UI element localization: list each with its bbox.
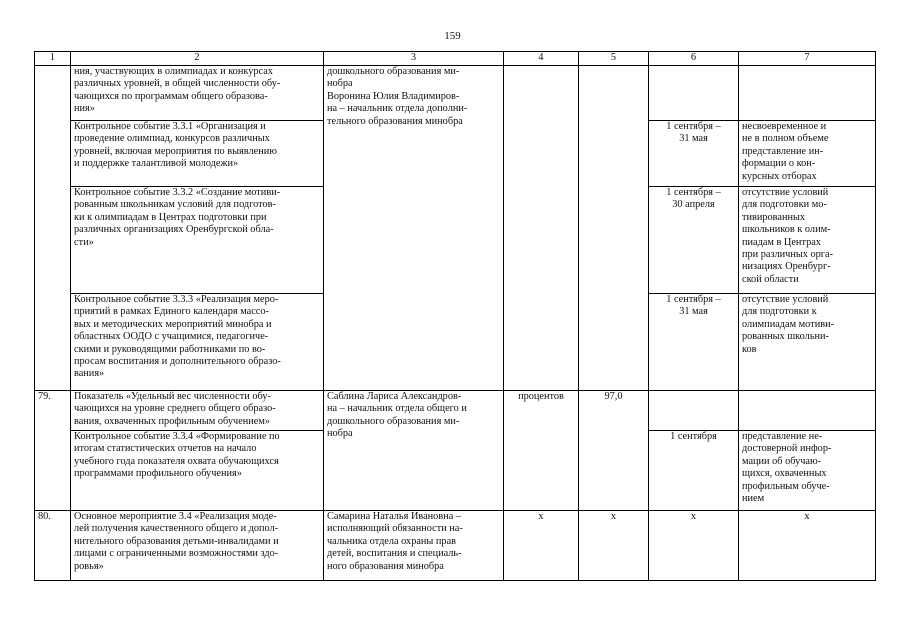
risk-cell: несвоевременное и не в полном объеме представление ин- формации о кон- курсных отборах: [739, 121, 876, 187]
risk-cell: отсутствие условий для подготовки к олимпиадам мотиви- рованных школьни- ков: [739, 294, 876, 391]
deadline-cell: [649, 66, 739, 121]
deadline-cell: 1 сентября – 30 апреля: [649, 187, 739, 294]
deadline-cell: 1 сентября – 31 мая: [649, 121, 739, 187]
row-number-cell: [35, 66, 71, 391]
responsible-cell: Саблина Лариса Александров- на – начальник отдела общего и дошкольного образования ми- нобра: [324, 391, 504, 511]
table-row: [35, 511, 876, 581]
risk-cell: представление не- достоверной инфор- мации об обучаю- щихся, охваченных профильным обуче- нием: [739, 431, 876, 511]
header-cell: 2: [71, 52, 324, 66]
header-cell: 1: [35, 52, 71, 66]
deadline-cell: 1 сентября: [649, 431, 739, 511]
description-cell: ния, участвующих в олимпиадах и конкурсах различных уровней, в общей численности обу- чающихся по программам общего образова- ния»: [71, 66, 324, 121]
responsible-cell: Самарина Наталья Ивановна – исполняющий обязанности на- чальника отдела охраны прав детей, воспитания и специаль- ного образования минобра: [324, 511, 504, 581]
header-cell: 5: [579, 52, 649, 66]
row-number-cell: 80.: [35, 511, 71, 581]
risk-cell: [739, 391, 876, 431]
row-number-cell: 79.: [35, 391, 71, 511]
risk-cell: отсутствие условий для подготовки мо- тивированных школьников к олим- пиадам в Центрах при различных орга- низациях Оренбург- ской области: [739, 187, 876, 294]
value-cell: [579, 66, 649, 391]
header-cell: 7: [739, 52, 876, 66]
deadline-cell: 1 сентября – 31 мая: [649, 294, 739, 391]
description-cell: Контрольное событие 3.3.4 «Формирование по итогам статистических отчетов на начало учебного года показателя охвата обучающихся программами профильного обучения»: [71, 431, 324, 511]
unit-cell: процентов: [504, 391, 579, 511]
description-cell: Контрольное событие 3.3.3 «Реализация меро- приятий в рамках Единого календаря массо- вых и методических мероприятий минобра и областных ООДО с учащимися, педагогиче- скими и руководящими работниками по во- просам воспитания и дополнительного образо- вания»: [71, 294, 324, 391]
responsible-cell: дошкольного образования ми- нобра Воронина Юлия Владимиров- на – начальник отдела дополни- тельного образования минобра: [324, 66, 504, 391]
unit-cell: х: [504, 511, 579, 581]
header-cell: 3: [324, 52, 504, 66]
risk-cell: [739, 66, 876, 121]
value-cell: 97,0: [579, 391, 649, 511]
header-cell: 6: [649, 52, 739, 66]
description-cell: Показатель «Удельный вес численности обу- чающихся на уровне среднего общего образо- вания, охваченных профильным обучением»: [71, 391, 324, 431]
header-cell: 4: [504, 52, 579, 66]
document-table: [34, 51, 876, 581]
description-cell: Контрольное событие 3.3.2 «Создание мотиви- рованным школьникам условий для подготов- ки к олимпиадам в Центрах подготовки при различных организациях Оренбургской обла- сти»: [71, 187, 324, 294]
description-cell: Контрольное событие 3.3.1 «Организация и проведение олимпиад, конкурсов различных уровней, включая мероприятия по выявлению и поддержке талантливой молодежи»: [71, 121, 324, 187]
deadline-cell: [649, 391, 739, 431]
risk-cell: х: [739, 511, 876, 581]
page-number: 159: [444, 30, 461, 42]
unit-cell: [504, 66, 579, 391]
header-row: [35, 52, 876, 66]
deadline-cell: х: [649, 511, 739, 581]
value-cell: х: [579, 511, 649, 581]
table-row: [35, 391, 876, 431]
table-row: [35, 66, 876, 121]
description-cell: Основное мероприятие 3.4 «Реализация моде- лей получения качественного общего и допол- нительного образования детьми-инвалидами и лицами с ограниченными возможностями здо- ровья»: [71, 511, 324, 581]
